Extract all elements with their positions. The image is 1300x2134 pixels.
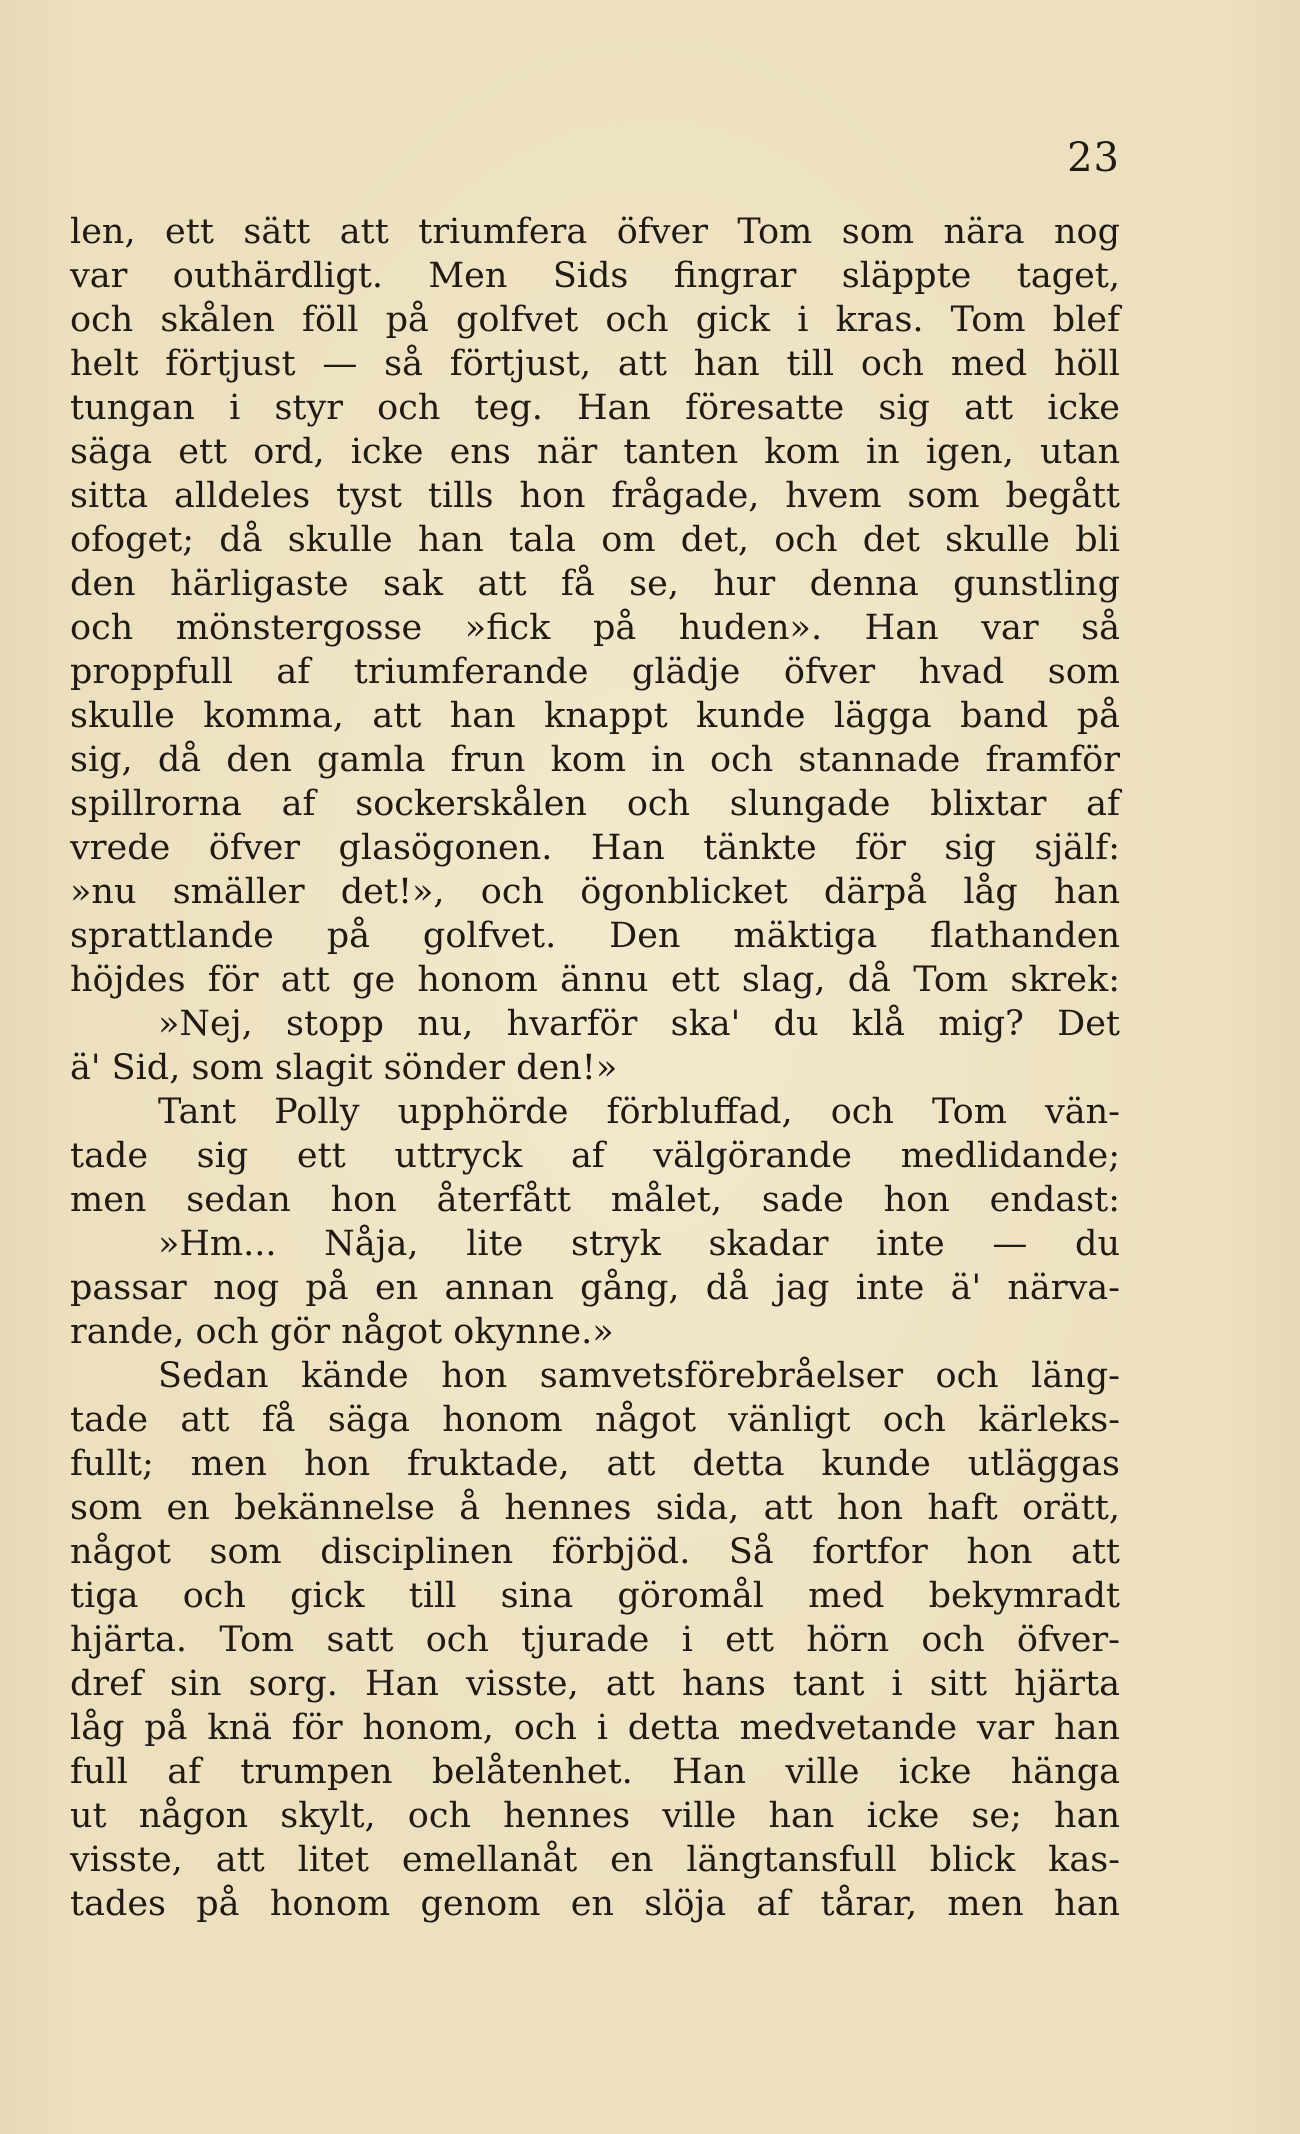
text-line: höjdes för att ge honom ännu ett slag, då Tom skrek:: [70, 960, 1120, 1000]
text-line: och mönstergosse »fick på huden». Han var så: [70, 608, 1120, 648]
text-line: rande, och gör något okynne.»: [70, 1312, 614, 1352]
text-line: sitta alldeles tyst tills hon frågade, hvem som begått: [70, 476, 1120, 516]
text-line: tungan i styr och teg. Han föresatte sig att icke: [70, 388, 1120, 428]
text-line: som en bekännelse å hennes sida, att hon haft orätt,: [70, 1488, 1120, 1528]
text-line: tade att få säga honom något vänligt och kärleks-: [70, 1400, 1120, 1440]
text-line: ä' Sid, som slagit sönder den!»: [70, 1048, 618, 1088]
text-line: »Hm... Nåja, lite stryk skadar inte — du: [158, 1224, 1120, 1264]
text-line: »Nej, stopp nu, hvarför ska' du klå mig? Det: [158, 1004, 1120, 1044]
text-line: skulle komma, att han knappt kunde lägga band på: [70, 696, 1120, 736]
text-line: fullt; men hon fruktade, att detta kunde utläggas: [70, 1444, 1120, 1484]
text-line: och skålen föll på golfvet och gick i kras. Tom blef: [70, 300, 1120, 340]
text-line: Sedan kände hon samvetsförebråelser och läng-: [158, 1356, 1120, 1396]
text-line: var outhärdligt. Men Sids fingrar släppte taget,: [70, 256, 1120, 296]
text-line: ofoget; då skulle han tala om det, och det skulle bli: [70, 520, 1120, 560]
body-text: [70, 210, 1120, 1926]
text-line: full af trumpen belåtenhet. Han ville icke hänga: [70, 1752, 1120, 1792]
text-line: hjärta. Tom satt och tjurade i ett hörn och öfver-: [70, 1620, 1120, 1660]
text-line: helt förtjust — så förtjust, att han till och med höll: [70, 344, 1120, 384]
text-line: proppfull af triumferande glädje öfver hvad som: [70, 652, 1120, 692]
text-line: Tant Polly upphörde förbluffad, och Tom vän-: [158, 1092, 1120, 1132]
text-line: något som disciplinen förbjöd. Så fortfor hon att: [70, 1532, 1120, 1572]
text-line: dref sin sorg. Han visste, att hans tant i sitt hjärta: [70, 1664, 1120, 1704]
text-line: tades på honom genom en slöja af tårar, men han: [70, 1884, 1120, 1924]
text-line: len, ett sätt att triumfera öfver Tom som nära nog: [70, 212, 1120, 252]
text-line: sprattlande på golfvet. Den mäktiga flathanden: [70, 916, 1120, 956]
text-line: låg på knä för honom, och i detta medvetande var han: [70, 1708, 1120, 1748]
text-line: vrede öfver glasögonen. Han tänkte för sig själf:: [70, 828, 1120, 868]
text-line: tade sig ett uttryck af välgörande medlidande;: [70, 1136, 1120, 1176]
text-line: men sedan hon återfått målet, sade hon endast:: [70, 1180, 1120, 1220]
text-line: passar nog på en annan gång, då jag inte ä' närva-: [70, 1268, 1120, 1308]
text-line: den härligaste sak att få se, hur denna gunstling: [70, 564, 1120, 604]
text-line: säga ett ord, icke ens när tanten kom in igen, utan: [70, 432, 1120, 472]
text-line: »nu smäller det!», och ögonblicket därpå låg han: [70, 872, 1120, 912]
text-line: spillrorna af sockerskålen och slungade blixtar af: [70, 784, 1120, 824]
text-line: sig, då den gamla frun kom in och stannade framför: [70, 740, 1120, 780]
text-line: visste, att litet emellanåt en längtansfull blick kas-: [70, 1840, 1120, 1880]
page-number: 23: [1067, 135, 1120, 181]
text-line: tiga och gick till sina göromål med bekymradt: [70, 1576, 1120, 1616]
text-line: ut någon skylt, och hennes ville han icke se; han: [70, 1796, 1120, 1836]
